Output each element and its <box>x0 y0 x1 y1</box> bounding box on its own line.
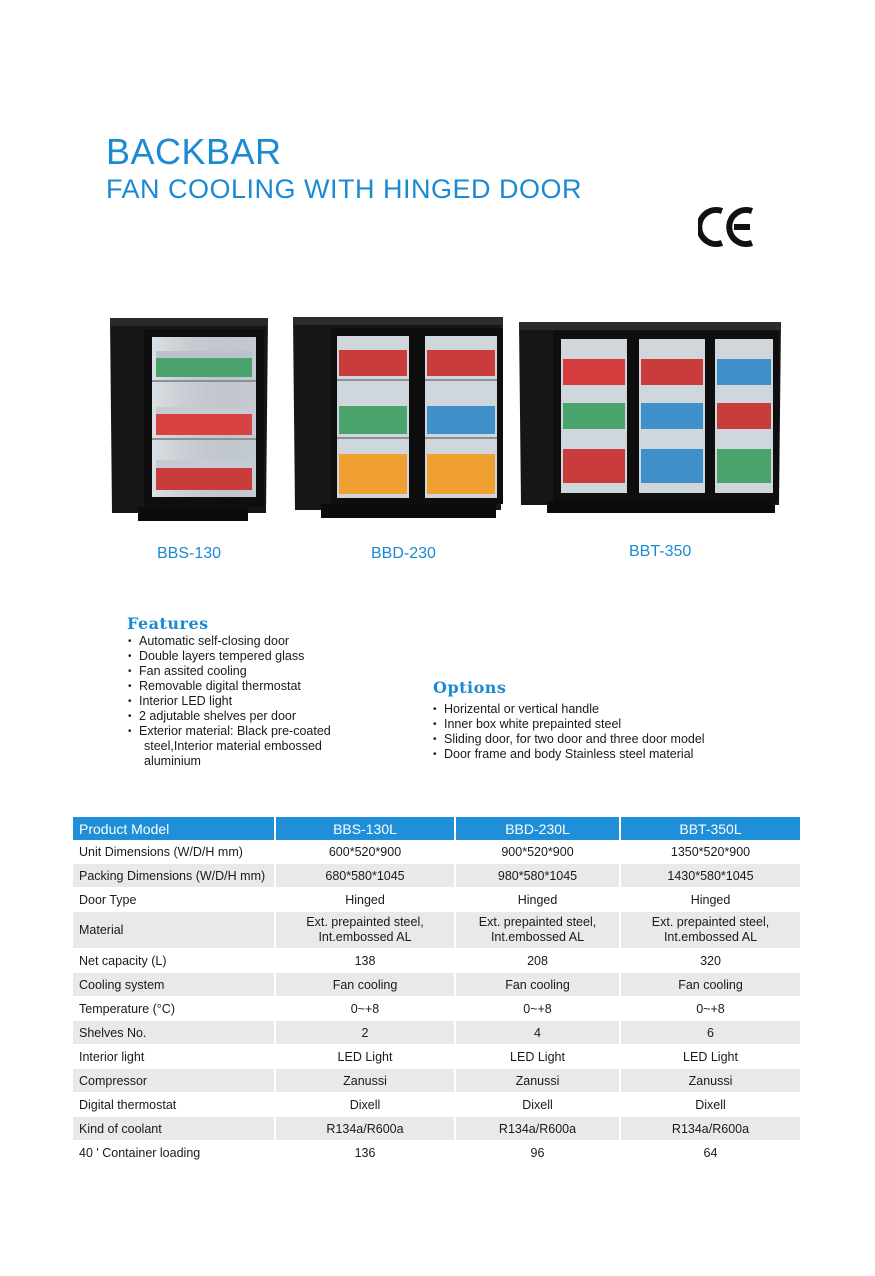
table-row <box>73 1093 800 1117</box>
table-cell: Ext. prepainted steel, Int.embossed AL <box>455 912 620 949</box>
list-item: • Double layers tempered glass <box>128 649 343 664</box>
list-item: • Automatic self-closing door <box>128 634 343 649</box>
features-list <box>128 634 343 769</box>
table-cell: Zanussi <box>620 1069 800 1093</box>
table-row <box>73 997 800 1021</box>
list-item: • Sliding door, for two door and three door model <box>433 732 733 747</box>
table-cell: 138 <box>275 949 455 973</box>
product-label-bbt-350: BBT-350 <box>629 543 692 560</box>
row-label: Compressor <box>73 1069 275 1093</box>
table-cell: 900*520*900 <box>455 840 620 864</box>
table-cell: 1430*580*1045 <box>620 864 800 888</box>
page-subtitle: FAN COOLING WITH HINGED DOOR <box>106 174 583 204</box>
table-cell: 64 <box>620 1141 800 1165</box>
row-label: Cooling system <box>73 973 275 997</box>
table-cell: LED Light <box>620 1045 800 1069</box>
table-row <box>73 840 800 864</box>
table-cell: Fan cooling <box>275 973 455 997</box>
table-row <box>73 912 800 949</box>
table-cell: 680*580*1045 <box>275 864 455 888</box>
list-item: • Interior LED light <box>128 694 343 709</box>
options-heading: Options <box>433 678 507 697</box>
row-label: Unit Dimensions (W/D/H mm) <box>73 840 275 864</box>
options-list <box>433 702 733 762</box>
list-item: • Fan assited cooling <box>128 664 343 679</box>
table-cell: Dixell <box>275 1093 455 1117</box>
table-row <box>73 949 800 973</box>
table-cell: 208 <box>455 949 620 973</box>
row-label: Digital thermostat <box>73 1093 275 1117</box>
list-item: • Horizental or vertical handle <box>433 702 733 717</box>
table-cell: 0~+8 <box>275 997 455 1021</box>
table-row <box>73 1117 800 1141</box>
ce-mark-icon <box>698 205 756 249</box>
list-item: • Door frame and body Stainless steel material <box>433 747 733 762</box>
table-cell: 600*520*900 <box>275 840 455 864</box>
table-cell: 6 <box>620 1021 800 1045</box>
product-image-bbd-230 <box>291 314 505 522</box>
row-label: Material <box>73 912 275 949</box>
table-cell: 4 <box>455 1021 620 1045</box>
table-cell: 2 <box>275 1021 455 1045</box>
list-item: • Inner box white prepainted steel <box>433 717 733 732</box>
table-row <box>73 1021 800 1045</box>
table-cell: R134a/R600a <box>620 1117 800 1141</box>
table-cell: Zanussi <box>275 1069 455 1093</box>
features-heading: Features <box>127 614 209 633</box>
product-image-bbt-350 <box>517 319 783 515</box>
product-image-bbs-130 <box>108 315 270 525</box>
list-item <box>128 724 334 769</box>
table-cell: 320 <box>620 949 800 973</box>
row-label: Packing Dimensions (W/D/H mm) <box>73 864 275 888</box>
table-cell: LED Light <box>455 1045 620 1069</box>
table-cell: Fan cooling <box>620 973 800 997</box>
table-cell: LED Light <box>275 1045 455 1069</box>
table-cell: 980*580*1045 <box>455 864 620 888</box>
row-label: Shelves No. <box>73 1021 275 1045</box>
column-header: BBS-130L <box>275 817 455 840</box>
table-cell: 0~+8 <box>455 997 620 1021</box>
list-item-text: • Exterior material: Black pre-coated steel,Interior material embossed aluminium <box>139 724 331 768</box>
product-label-bbd-230: BBD-230 <box>371 545 436 562</box>
table-cell: Hinged <box>620 888 800 912</box>
table-row <box>73 973 800 997</box>
table-header-row <box>73 817 800 840</box>
table-row <box>73 1069 800 1093</box>
column-header: BBD-230L <box>455 817 620 840</box>
list-item: • 2 adjutable shelves per door <box>128 709 343 724</box>
table-row <box>73 864 800 888</box>
table-cell: 0~+8 <box>620 997 800 1021</box>
table-cell: Hinged <box>275 888 455 912</box>
table-cell: Dixell <box>620 1093 800 1117</box>
row-label: Net capacity (L) <box>73 949 275 973</box>
row-label: Kind of coolant <box>73 1117 275 1141</box>
column-header: BBT-350L <box>620 817 800 840</box>
column-header: Product Model <box>73 817 275 840</box>
list-item: • Removable digital thermostat <box>128 679 343 694</box>
table-cell: Ext. prepainted steel, Int.embossed AL <box>275 912 455 949</box>
table-cell: 136 <box>275 1141 455 1165</box>
table-cell: Fan cooling <box>455 973 620 997</box>
table-row <box>73 1045 800 1069</box>
row-label: Door Type <box>73 888 275 912</box>
table-cell: Dixell <box>455 1093 620 1117</box>
table-cell: Hinged <box>455 888 620 912</box>
table-cell: R134a/R600a <box>275 1117 455 1141</box>
row-label: Interior light <box>73 1045 275 1069</box>
table-cell: Zanussi <box>455 1069 620 1093</box>
table-cell: Ext. prepainted steel, Int.embossed AL <box>620 912 800 949</box>
table-row <box>73 1141 800 1165</box>
table-cell: 96 <box>455 1141 620 1165</box>
table-cell: R134a/R600a <box>455 1117 620 1141</box>
row-label: Temperature (°C) <box>73 997 275 1021</box>
spec-table <box>73 817 800 1165</box>
table-cell: 1350*520*900 <box>620 840 800 864</box>
table-row <box>73 888 800 912</box>
row-label: 40 ' Container loading <box>73 1141 275 1165</box>
page-title: BACKBAR <box>106 131 282 172</box>
product-label-bbs-130: BBS-130 <box>157 545 222 562</box>
